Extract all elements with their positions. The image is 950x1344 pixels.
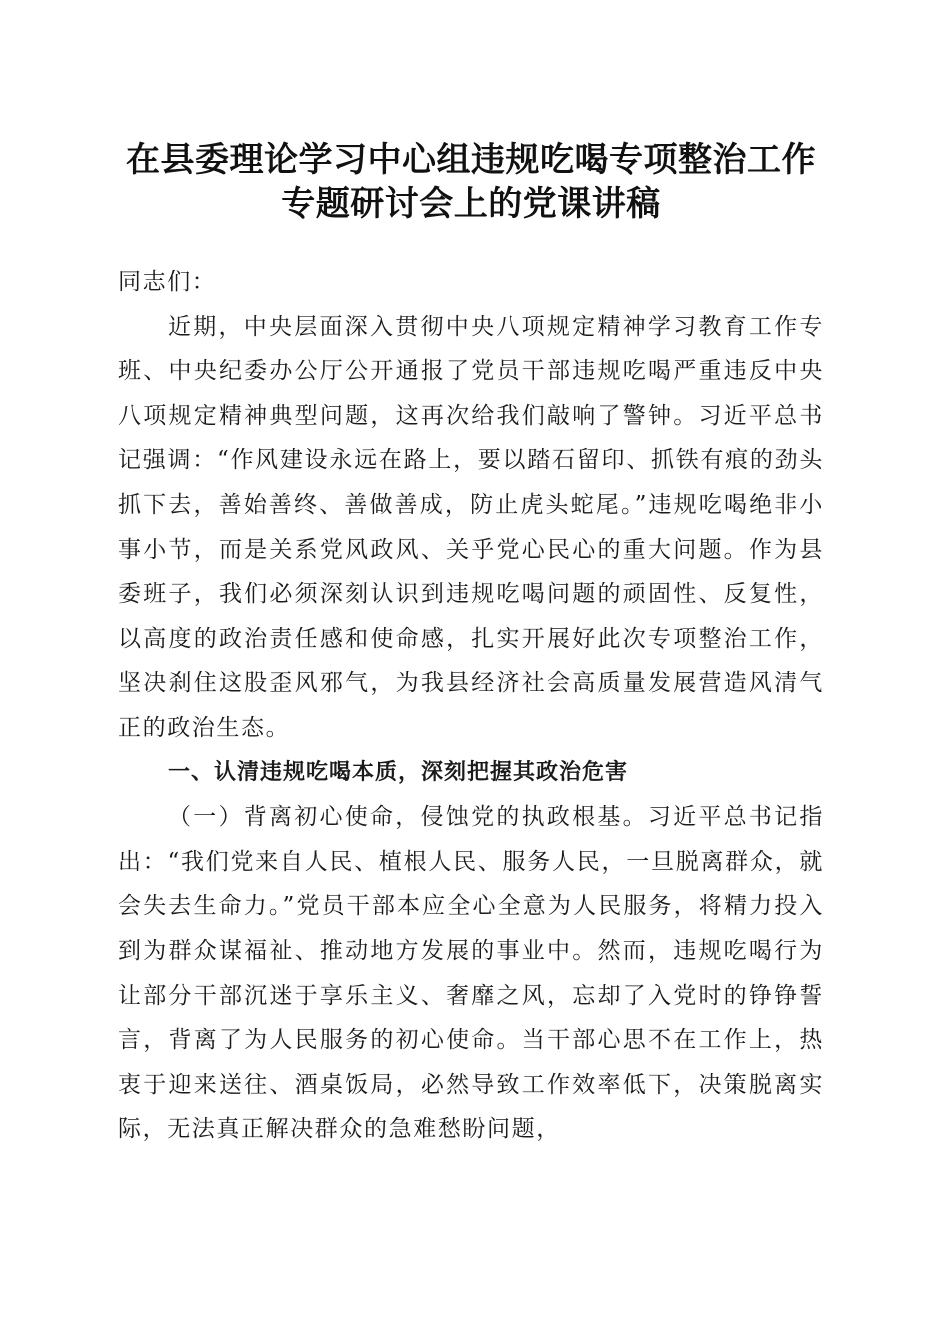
document-body — [118, 260, 824, 1152]
document-title — [118, 138, 824, 226]
section-1-paragraph-1: （一）背离初心使命，侵蚀党的执政根基。习近平总书记指出：“我们党来自人民、植根人民、服务人民，一旦脱离群众，就会失去生命力。”党员干部本应全心全意为人民服务，将精力投入到为群众谋福祉、推动地方发展的事业中。然而，违规吃喝行为让部分干部沉迷于享乐主义、奢靡之风，忘却了入党时的铮铮誓言，背离了为人民服务的初心使命。当干部心思不在工作上，热衷于迎来送往、酒桌饭局，必然导致工作效率低下，决策脱离实际，无法真正解决群众的急难愁盼问题， — [118, 804, 824, 1143]
intro-paragraph: 近期，中央层面深入贯彻中央八项规定精神学习教育工作专班、中央纪委办公厅公开通报了党员干部违规吃喝严重违反中央八项规定精神典型问题，这再次给我们敲响了警钟。习近平总书记强调：“作风建设永远在路上，要以踏石留印、抓铁有痕的劲头抓下去，善始善终、善做善成，防止虎头蛇尾。”违规吃喝绝非小事小节，而是关系党风政风、关乎党心民心的重大问题。作为县委班子，我们必须深刻认识到违规吃喝问题的顽固性、反复性，以高度的政治责任感和使命感，扎实开展好此次专项整治工作，坚决刹住这股歪风邪气，为我县经济社会高质量发展营造风清气正的政治生态。 — [118, 313, 824, 741]
section-1-heading: 一、认清违规吃喝本质，深刻把握其政治危害 — [168, 759, 629, 785]
title-line-2: 专题研讨会上的党课讲稿 — [281, 184, 661, 224]
salutation: 同志们： — [118, 269, 217, 295]
document-page — [118, 138, 824, 1152]
title-line-1: 在县委理论学习中心组违规吃喝专项整治工作 — [126, 140, 816, 180]
